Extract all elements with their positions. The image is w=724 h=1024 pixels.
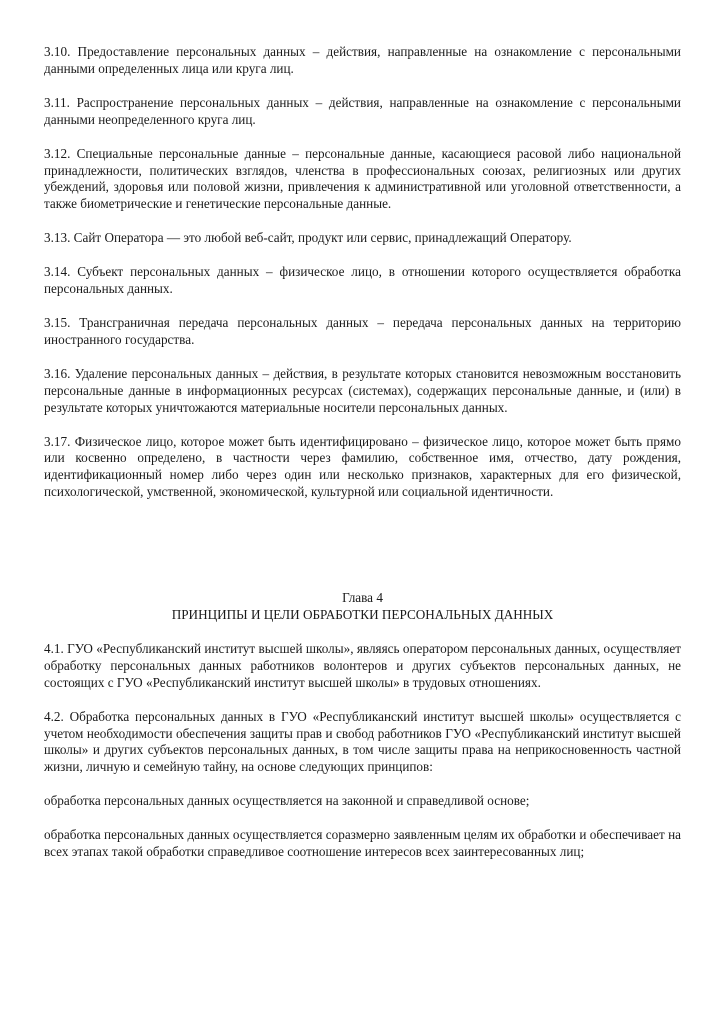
paragraph-3-16: 3.16. Удаление персональных данных – действия, в результате которых становится невозможным восстановить персональные данные в информационных ресурсах (системах), содержащих персональные данные, и (или) в результате которых уничтожаются материальные носители персональных данных. [44, 365, 681, 415]
chapter-title: ПРИНЦИПЫ И ЦЕЛИ ОБРАБОТКИ ПЕРСОНАЛЬНЫХ ДАННЫХ [171, 607, 554, 623]
paragraph-3-15: 3.15. Трансграничная передача персональных данных – передача персональных данных на территорию иностранного государства. [44, 314, 681, 347]
paragraph-3-13: 3.13. Сайт Оператора — это любой веб-сайт, продукт или сервис, принадлежащий Оператору. [44, 230, 572, 246]
chapter-spacer [44, 518, 681, 590]
principle-item: обработка персональных данных осуществляется на законной и справедливой основе; [44, 793, 530, 809]
document-page [44, 44, 681, 878]
chapter-heading [44, 590, 681, 624]
principle-item: обработка персональных данных осуществляется соразмерно заявленным целям их обработки и обеспечивает на всех этапах такой обработки справедливое соотношение интересов всех заинтересованных лиц; [44, 827, 681, 860]
chapter-label: Глава 4 [342, 590, 383, 606]
paragraph-3-12: 3.12. Специальные персональные данные – персональные данные, касающиеся расовой либо национальной принадлежности, политических взглядов, членства в профессиональных союзах, религиозных или других убеждений, здоровья или половой жизни, привлечения к административной или уголовной ответственности, а также биометрические и генетические персональные данные. [44, 145, 681, 212]
paragraph-3-11: 3.11. Распространение персональных данных – действия, направленные на ознакомление с персональными данными неопределенного круга лиц. [44, 94, 681, 127]
paragraph-4-2: 4.2. Обработка персональных данных в ГУО «Республиканский институт высшей школы» осуществляется с учетом необходимости обеспечения защиты прав и свобод работников ГУО «Республиканский институт высшей школы» и других субъектов персональных данных, в том числе защиты права на неприкосновенность частной жизни, личную и семейную тайну, на основе следующих принципов: [44, 708, 681, 775]
paragraph-4-1: 4.1. ГУО «Республиканский институт высшей школы», являясь оператором персональных данных, осуществляет обработку персональных данных работников волонтеров и других субъектов персональных данных, не состоящих с ГУО «Республиканский институт высшей школы» в трудовых отношениях. [44, 640, 681, 690]
paragraph-3-14: 3.14. Субъект персональных данных – физическое лицо, в отношении которого осуществляется обработка персональных данных. [44, 264, 681, 297]
paragraph-3-17: 3.17. Физическое лицо, которое может быть идентифицировано – физическое лицо, которое может быть прямо или косвенно определено, в частности через фамилию, собственное имя, отчество, дату рождения, идентификационный номер либо через один или несколько признаков, характерных для его физической, психологической, умственной, экономической, культурной или социальной идентичности. [44, 433, 681, 500]
paragraph-3-10: 3.10. Предоставление персональных данных – действия, направленные на ознакомление с персональными данными определенных лица или круга лиц. [44, 44, 681, 76]
